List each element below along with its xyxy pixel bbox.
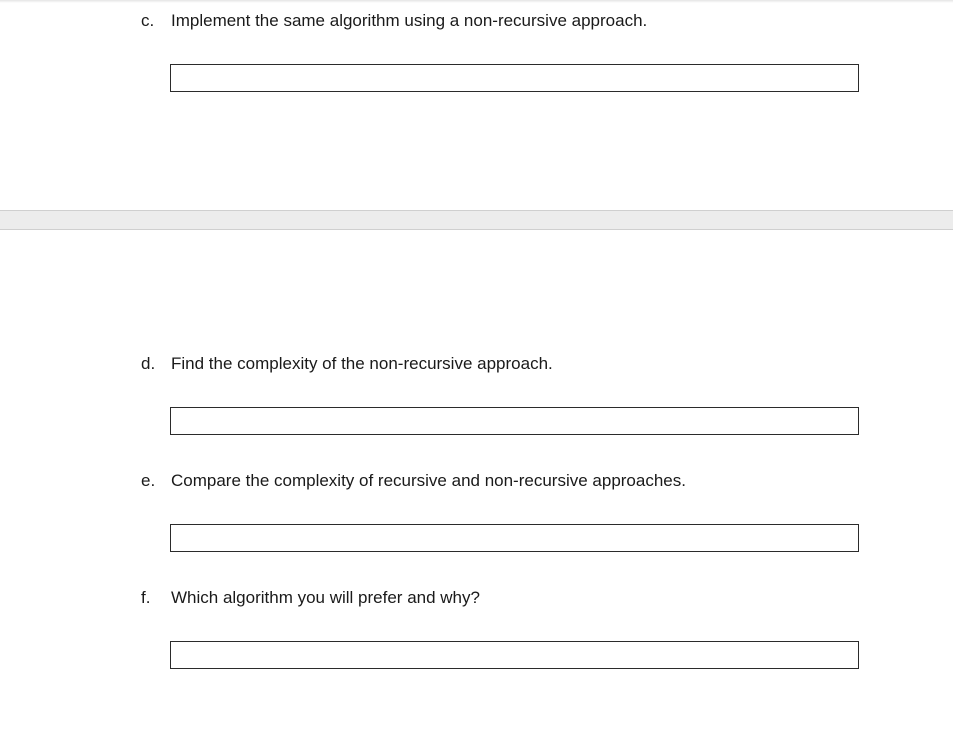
answer-box-c[interactable] [170,64,859,92]
top-edge [0,0,953,3]
answer-box-f[interactable] [170,641,859,669]
answer-box-d[interactable] [170,407,859,435]
question-text: Implement the same algorithm using a non-recursive approach. [171,11,648,30]
question-letter: f. [141,588,151,607]
question-text: Compare the complexity of recursive and non-recursive approaches. [171,471,686,490]
answer-box-e[interactable] [170,524,859,552]
question-letter: d. [141,354,156,373]
question-letter: c. [141,11,155,30]
question-letter: e. [141,471,156,490]
question-text: Which algorithm you will prefer and why? [171,588,480,607]
question-text: Find the complexity of the non-recursive approach. [171,354,553,373]
page-break [0,210,953,230]
